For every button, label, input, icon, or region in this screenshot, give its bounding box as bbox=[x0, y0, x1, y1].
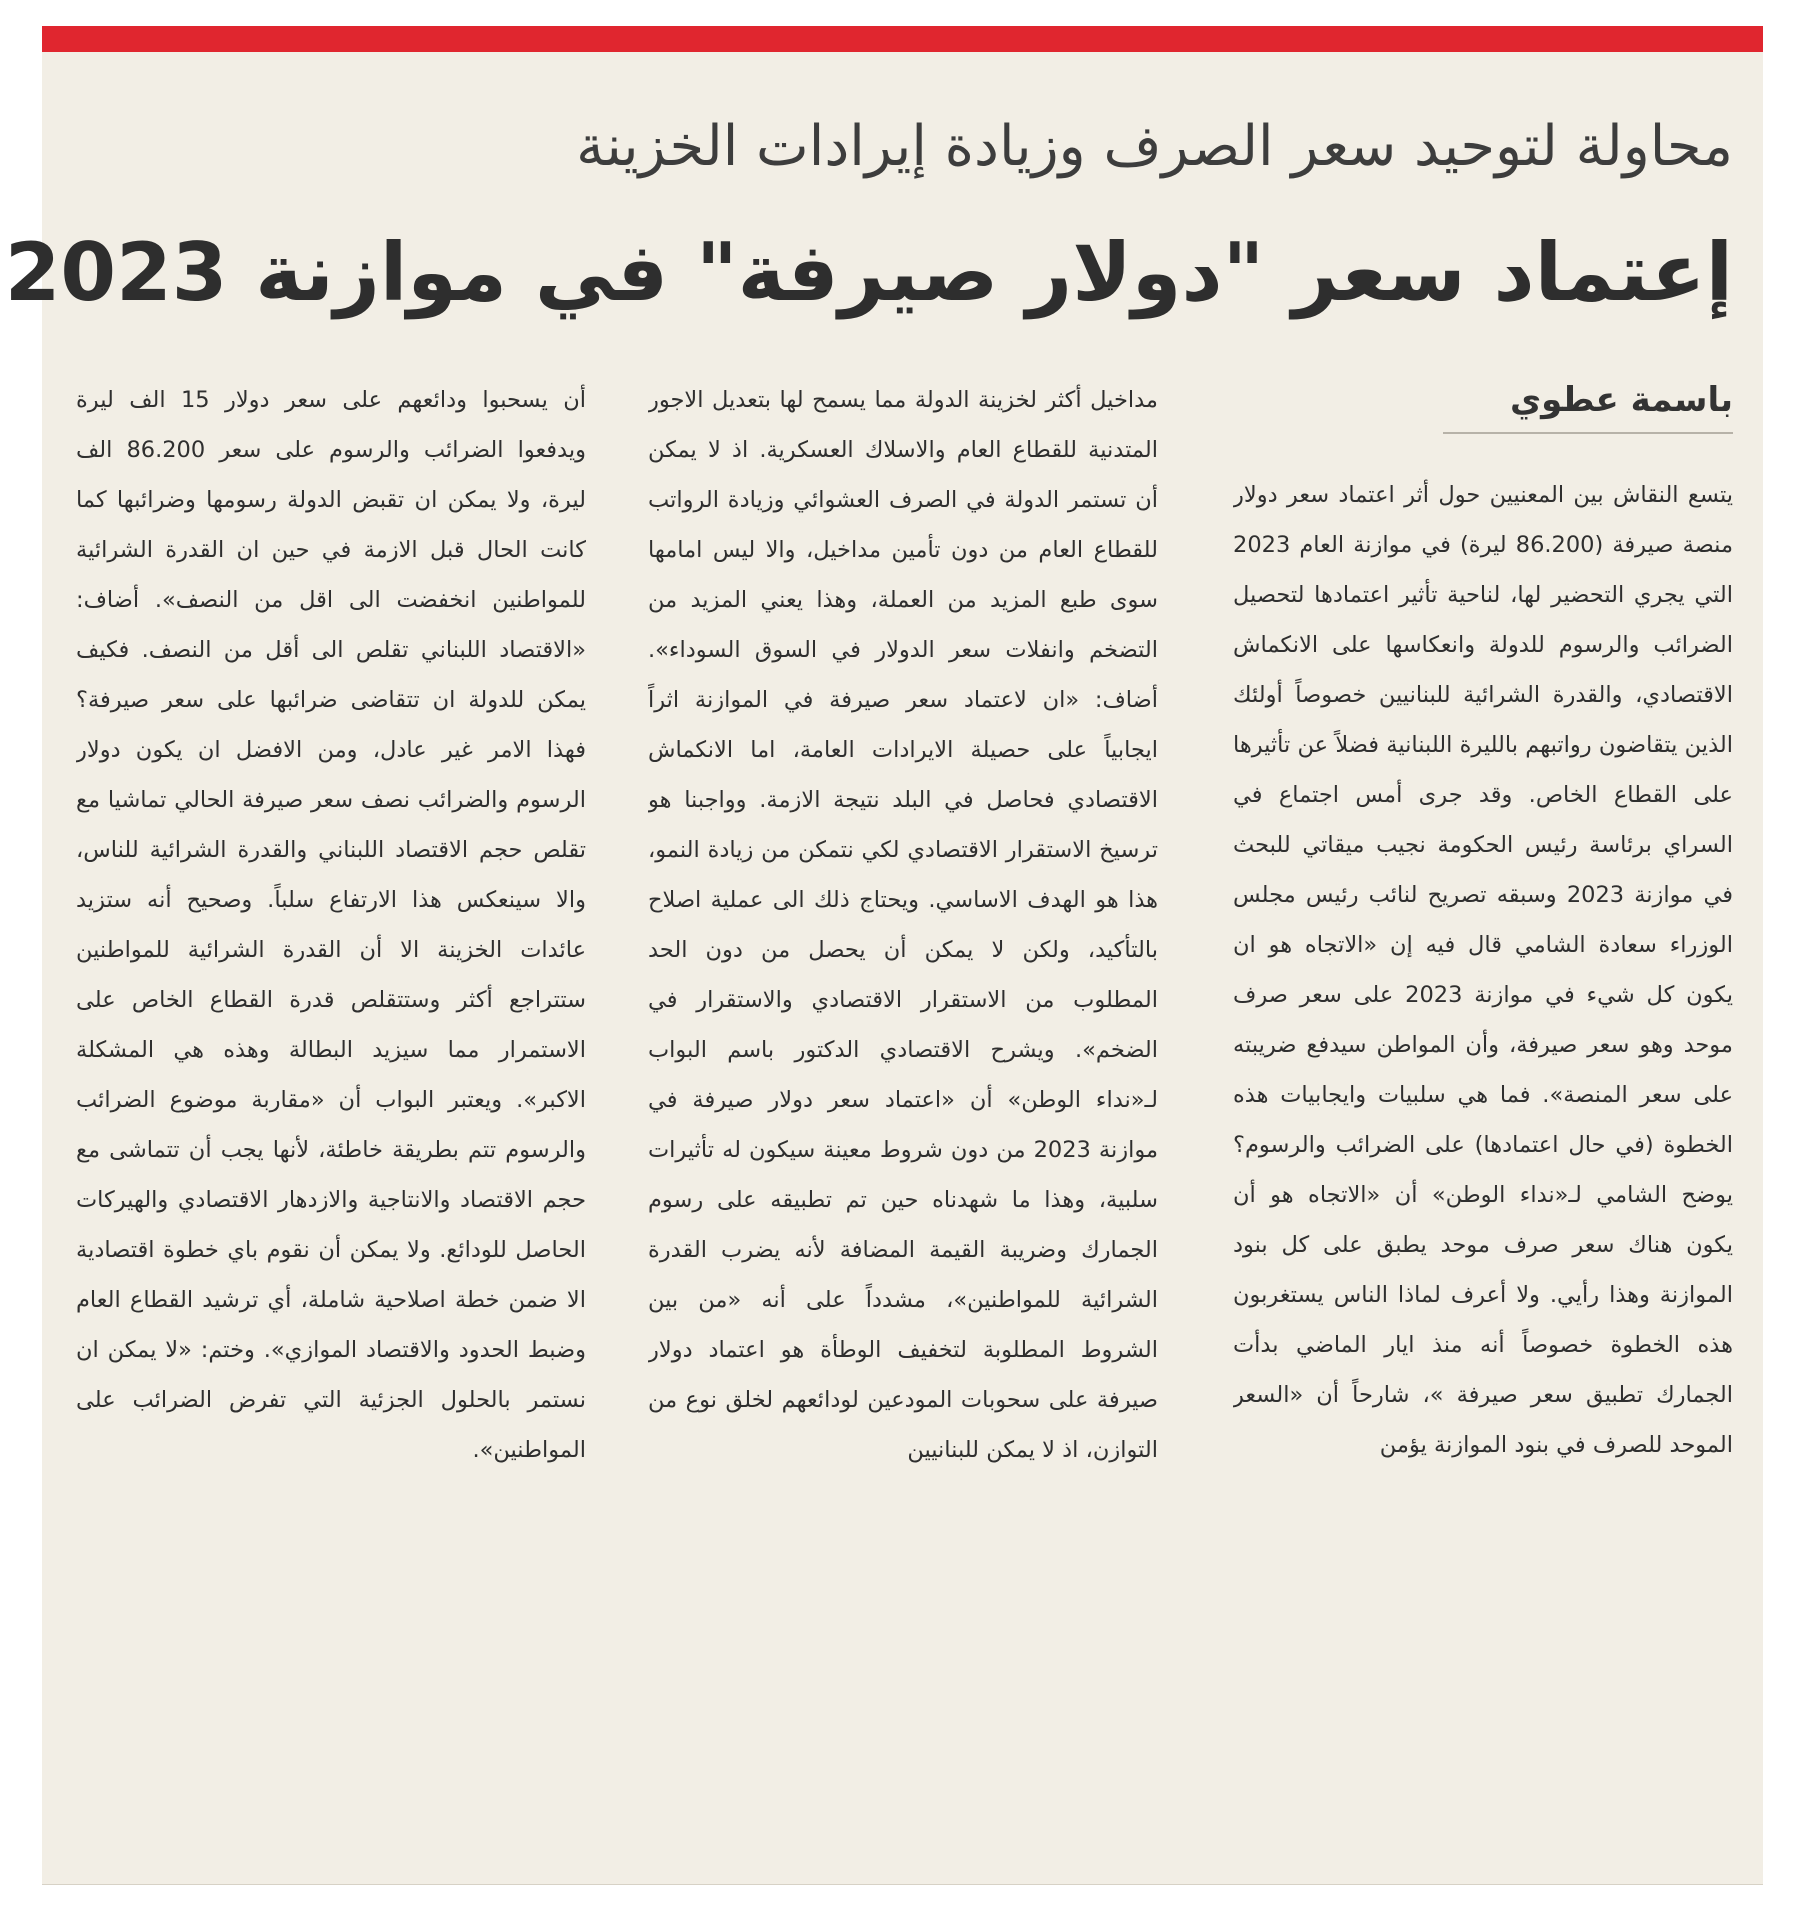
article-column-1: يتسع النقاش بين المعنيين حول أثر اعتماد سعر دولار منصة صيرفة (86.200 ليرة) في موازنة العام 2023 التي يجري التحضير لها، لناحية تأثير اعتمادها لتحصيل الضرائب والرسوم للدولة وانعكاسها على الانكماش الاقتصادي، والقدرة الشرائية للبنانيين خصوصاً أولئك الذين يتقاضون رواتبهم بالليرة اللبنانية فضلاً عن تأثيرها على القطاع الخاص. وقد جرى أمس اجتماع في السراي برئاسة رئيس الحكومة نجيب ميقاتي للبحث في موازنة 2023 وسبقه تصريح لنائب رئيس مجلس الوزراء سعادة الشامي قال فيه إن «الاتجاه هو ان يكون كل شيء في موازنة 2023 على سعر صرف موحد وهو سعر صيرفة، وأن المواطن سيدفع ضريبته على سعر المنصة». فما هي سلبيات وايجابيات هذه الخطوة (في حال اعتمادها) على الضرائب والرسوم؟ يوضح الشامي لـ«نداء الوطن» أن «الاتجاه هو أن يكون هناك سعر صرف موحد يطبق على كل بنود الموازنة وهذا رأيي. ولا أعرف لماذا الناس يستغربون هذه الخطوة خصوصاً أنه منذ ايار الماضي بدأت الجمارك تطبيق سعر صيرفة »، شارحاً أن «السعر الموحد للصرف في بنود الموازنة يؤمن bbox=[1233, 482, 1733, 1458]
page-bottom-edge bbox=[42, 1884, 1763, 1885]
author-byline: باسمة عطوي bbox=[1443, 372, 1733, 434]
article-headline: إعتماد سعر "دولار صيرفة" في موازنة 2023 bbox=[4, 226, 1733, 319]
article-column-2: مداخيل أكثر لخزينة الدولة مما يسمح لها بتعديل الاجور المتدنية للقطاع العام والاسلاك العسكرية. اذ لا يمكن أن تستمر الدولة في الصرف العشوائي وزيادة الرواتب للقطاع العام من دون تأمين مداخيل، والا ليس امامها سوى طبع المزيد من العملة، وهذا يعني المزيد من التضخم وانفلات سعر الدولار في السوق السوداء». أضاف: «ان لاعتماد سعر صيرفة في الموازنة اثراً ايجابياً على حصيلة الايرادات العامة، اما الانكماش الاقتصادي فحاصل في البلد نتيجة الازمة. وواجبنا هو ترسيخ الاستقرار الاقتصادي لكي نتمكن من زيادة النمو، هذا هو الهدف الاساسي. ويحتاج ذلك الى عملية اصلاح بالتأكيد، ولكن لا يمكن أن يحصل من دون الحد المطلوب من الاستقرار الاقتصادي والاستقرار في الضخم». ويشرح الاقتصادي الدكتور باسم البواب لـ«نداء الوطن» أن «اعتماد سعر دولار صيرفة في موازنة 2023 من دون شروط معينة سيكون له تأثيرات سلبية، وهذا ما شهدناه حين تم تطبيقه على رسوم الجمارك وضريبة القيمة المضافة لأنه يضرب القدرة الشرائية للمواطنين»، مشدداً على أنه «من بين الشروط المطلوبة لتخفيف الوطأة هو اعتماد دولار صيرفة على سحوبات المودعين لودائعهم لخلق نوع من التوازن، اذ لا يمكن للبنانيين bbox=[648, 387, 1158, 1463]
article-column-3: أن يسحبوا ودائعهم على سعر دولار 15 الف ليرة ويدفعوا الضرائب والرسوم على سعر 86.200 الف ليرة، ولا يمكن ان تقبض الدولة رسومها وضرائبها كما كانت الحال قبل الازمة في حين ان القدرة الشرائية للمواطنين انخفضت الى اقل من النصف». أضاف: «الاقتصاد اللبناني تقلص الى أقل من النصف. فكيف يمكن للدولة ان تتقاضى ضرائبها على سعر صيرفة؟ فهذا الامر غير عادل، ومن الافضل ان يكون دولار الرسوم والضرائب نصف سعر صيرفة الحالي تماشيا مع تقلص حجم الاقتصاد اللبناني والقدرة الشرائية للناس، والا سينعكس هذا الارتفاع سلباً. وصحيح أنه ستزيد عائدات الخزينة الا أن القدرة الشرائية للمواطنين ستتراجع أكثر وستتقلص قدرة القطاع الخاص على الاستمرار مما سيزيد البطالة وهذه هي المشكلة الاكبر». ويعتبر البواب أن «مقاربة موضوع الضرائب والرسوم تتم بطريقة خاطئة، لأنها يجب أن تتماشى مع حجم الاقتصاد والانتاجية والازدهار الاقتصادي والهيركات الحاصل للودائع. ولا يمكن أن نقوم باي خطوة اقتصادية الا ضمن خطة اصلاحية شاملة، أي ترشيد القطاع العام وضبط الحدود والاقتصاد الموازي». وختم: «لا يمكن ان نستمر بالحلول الجزئية التي تفرض الضرائب على المواطنين». bbox=[76, 387, 586, 1463]
top-accent-bar bbox=[42, 26, 1763, 52]
article-subtitle: محاولة لتوحيد سعر الصرف وزيادة إيرادات الخزينة bbox=[576, 114, 1733, 179]
